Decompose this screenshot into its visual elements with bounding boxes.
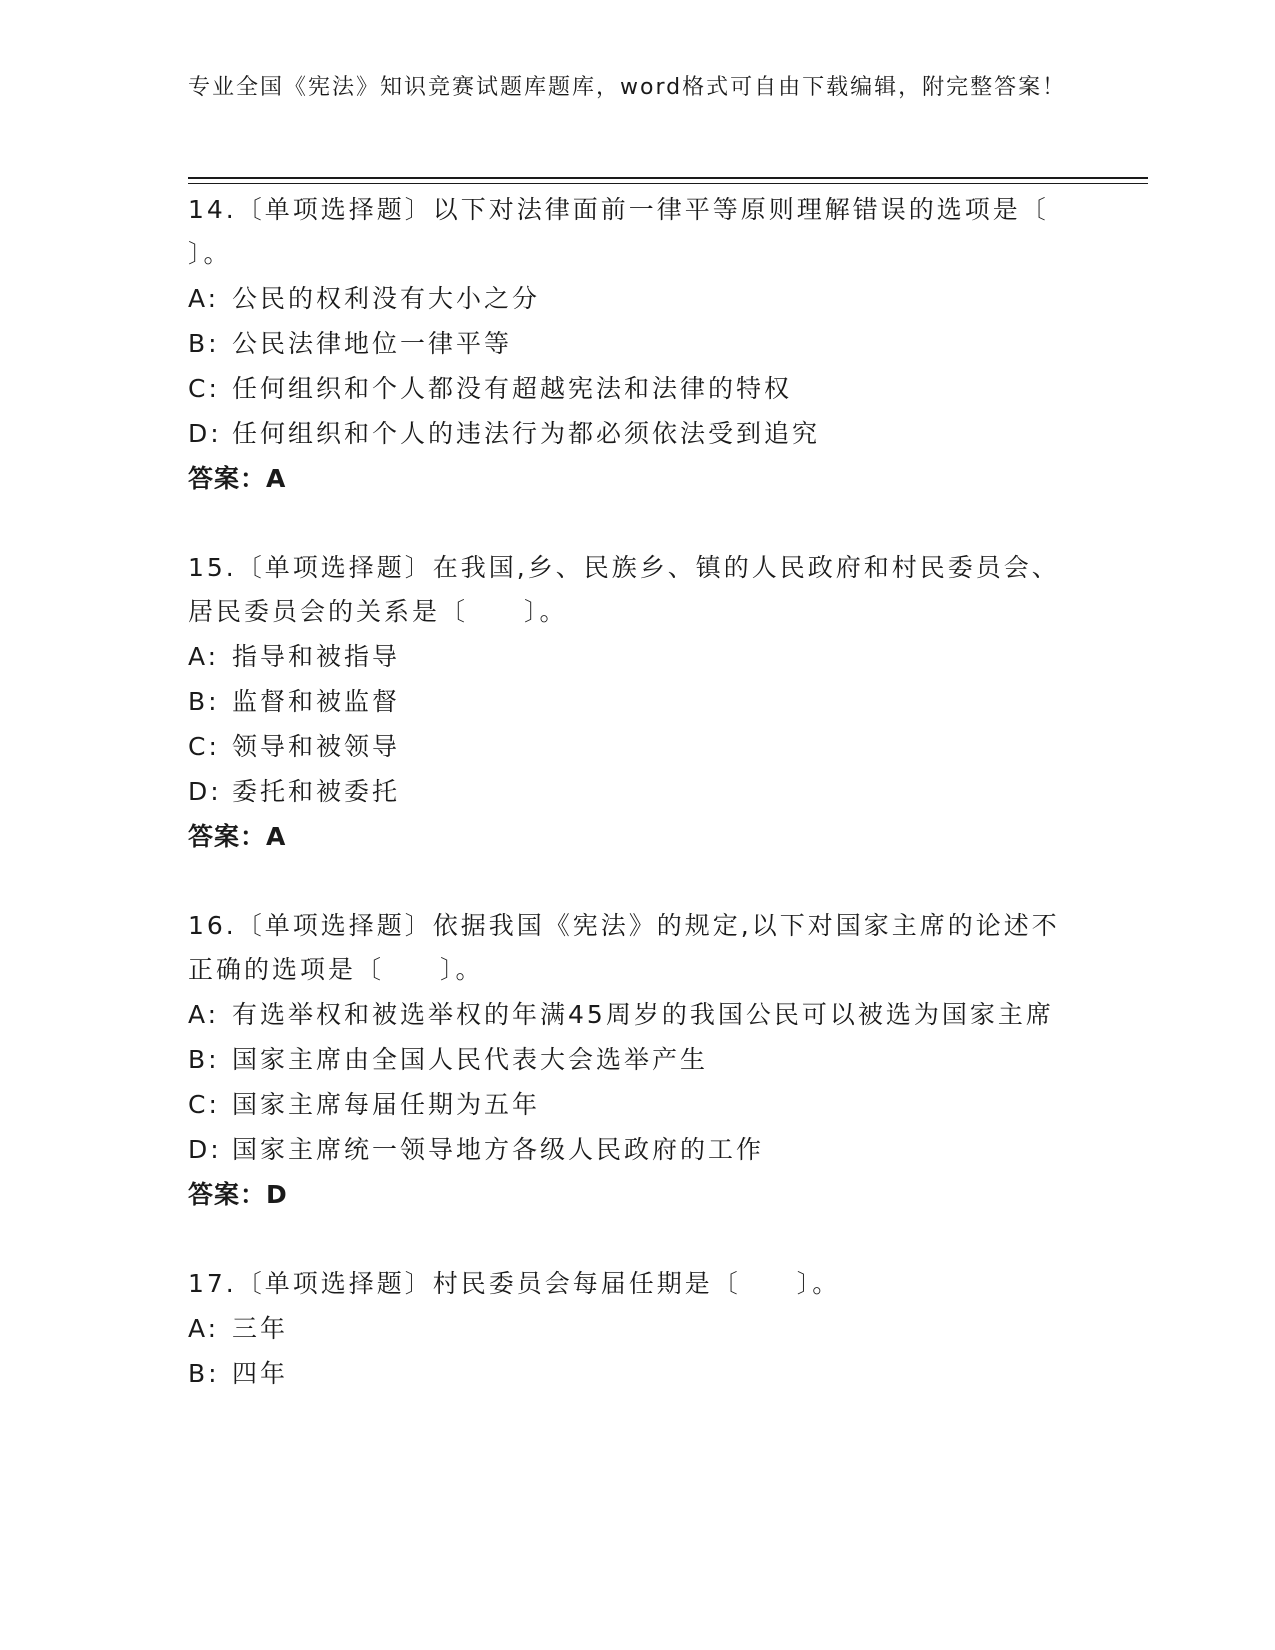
option-letter: C: <box>188 374 220 403</box>
option-letter: D: <box>188 1135 222 1164</box>
option-letter: D: <box>188 777 222 806</box>
option-letter: C: <box>188 732 220 761</box>
option-text: 三年 <box>232 1314 289 1343</box>
option-text: 指导和被指导 <box>232 642 401 671</box>
option-text: 国家主席每届任期为五年 <box>232 1090 541 1119</box>
option-d <box>188 411 1068 456</box>
option-a <box>188 992 1068 1037</box>
option-letter: A: <box>188 642 220 671</box>
option-c <box>188 724 1068 769</box>
option-b <box>188 1037 1068 1082</box>
option-letter: B: <box>188 329 220 358</box>
option-text: 委托和被委托 <box>232 777 401 806</box>
question-spacer <box>188 859 1068 904</box>
option-letter: B: <box>188 1045 220 1074</box>
option-letter: A: <box>188 284 220 313</box>
option-d <box>188 1127 1068 1172</box>
question-15 <box>188 546 1068 859</box>
option-text: 国家主席统一领导地方各级人民政府的工作 <box>232 1135 765 1164</box>
option-a <box>188 634 1068 679</box>
option-letter: A: <box>188 1314 220 1343</box>
option-text: 任何组织和个人都没有超越宪法和法律的特权 <box>232 374 793 403</box>
option-letter: D: <box>188 419 222 448</box>
question-stem: 14.〔单项选择题〕以下对法律面前一律平等原则理解错误的选项是〔 〕。 <box>188 195 1105 268</box>
option-letter: A: <box>188 1000 220 1029</box>
option-text: 监督和被监督 <box>232 687 401 716</box>
option-a <box>188 1306 1068 1351</box>
option-text: 公民法律地位一律平等 <box>232 329 513 358</box>
question-14 <box>188 188 1105 501</box>
option-letter: B: <box>188 687 220 716</box>
option-text: 领导和被领导 <box>232 732 401 761</box>
option-letter: C: <box>188 1090 220 1119</box>
option-b <box>188 679 1068 724</box>
option-text: 任何组织和个人的违法行为都必须依法受到追究 <box>232 419 821 448</box>
option-b <box>188 321 1068 366</box>
header-divider-thin <box>188 183 1148 184</box>
answer-line: 答案：A <box>188 822 287 851</box>
option-c <box>188 1082 1068 1127</box>
option-text: 国家主席由全国人民代表大会选举产生 <box>232 1045 709 1074</box>
question-16 <box>188 904 1068 1217</box>
question-stem: 15.〔单项选择题〕在我国,乡、民族乡、镇的人民政府和村民委员会、居民委员会的关系是〔 〕。 <box>188 553 1060 626</box>
answer-line: 答案：A <box>188 464 287 493</box>
question-17 <box>188 1262 1068 1396</box>
answer-line: 答案：D <box>188 1180 288 1209</box>
question-spacer <box>188 1217 1068 1262</box>
question-spacer <box>188 501 1068 546</box>
option-text: 有选举权和被选举权的年满45周岁的我国公民可以被选为国家主席 <box>232 1000 1054 1029</box>
header-divider-thick <box>188 177 1148 179</box>
option-a <box>188 276 1068 321</box>
option-text: 四年 <box>232 1359 289 1388</box>
option-text: 公民的权利没有大小之分 <box>232 284 541 313</box>
document-header: 专业全国《宪法》知识竞赛试题库题库，word格式可自由下载编辑，附完整答案！ <box>188 75 1067 100</box>
question-list <box>188 188 1105 1396</box>
question-stem: 16.〔单项选择题〕依据我国《宪法》的规定,以下对国家主席的论述不正确的选项是〔 〕。 <box>188 911 1060 984</box>
option-c <box>188 366 1068 411</box>
option-letter: B: <box>188 1359 220 1388</box>
option-d <box>188 769 1068 814</box>
option-b <box>188 1351 1068 1396</box>
question-stem: 17.〔单项选择题〕村民委员会每届任期是〔 〕。 <box>188 1269 841 1298</box>
